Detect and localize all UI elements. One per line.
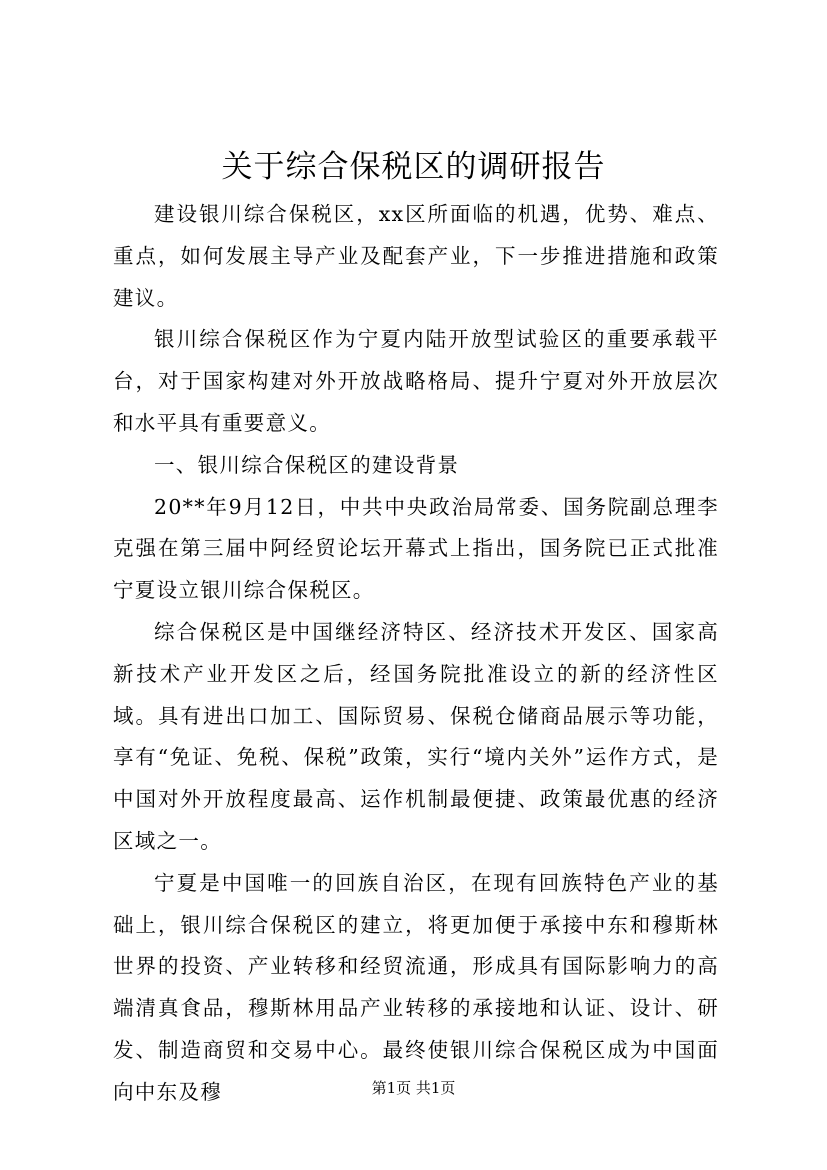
paragraph-ningxia: 宁夏是中国唯一的回族自治区，在现有回族特色产业的基础上，银川综合保税区的建立，将更加便于承接中东和穆斯林世界的投资、产业转移和经贸流通，形成具有国际影响力的高端清真食品，穆斯林用品产业转移的承接地和认证、设计、研发、制造商贸和交易中心。最终使银川综合保税区成为中国面向中东及穆 [113, 870, 719, 1104]
document-body [113, 194, 719, 1114]
page-number-footer: 第1页 共1页 [371, 1079, 456, 1097]
paragraph-definition: 综合保税区是中国继经济特区、经济技术开发区、国家高新技术产业开发区之后，经国务院批准设立的新的经济性区域。具有进出口加工、国际贸易、保税仓储商品展示等功能，享有“免证、免税、保税”政策，实行“境内关外”运作方式，是中国对外开放程度最高、运作机制最便捷、政策最优惠的经济区域之一。 [113, 619, 719, 853]
section-heading-background: 一、银川综合保税区的建设背景 [154, 452, 460, 477]
paragraph-intro: 建设银川综合保税区，xx区所面临的机遇，优势、难点、重点，如何发展主导产业及配套产业，下一步推进措施和政策建议。 [113, 202, 719, 310]
document-title: 关于综合保税区的调研报告 [221, 149, 606, 185]
paragraph-significance: 银川综合保税区作为宁夏内陆开放型试验区的重要承载平台，对于国家构建对外开放战略格局、提升宁夏对外开放层次和水平具有重要意义。 [113, 327, 719, 435]
paragraph-approval: 20**年9月12日，中共中央政治局常委、国务院副总理李克强在第三届中阿经贸论坛开幕式上指出，国务院已正式批准宁夏设立银川综合保税区。 [113, 494, 719, 603]
